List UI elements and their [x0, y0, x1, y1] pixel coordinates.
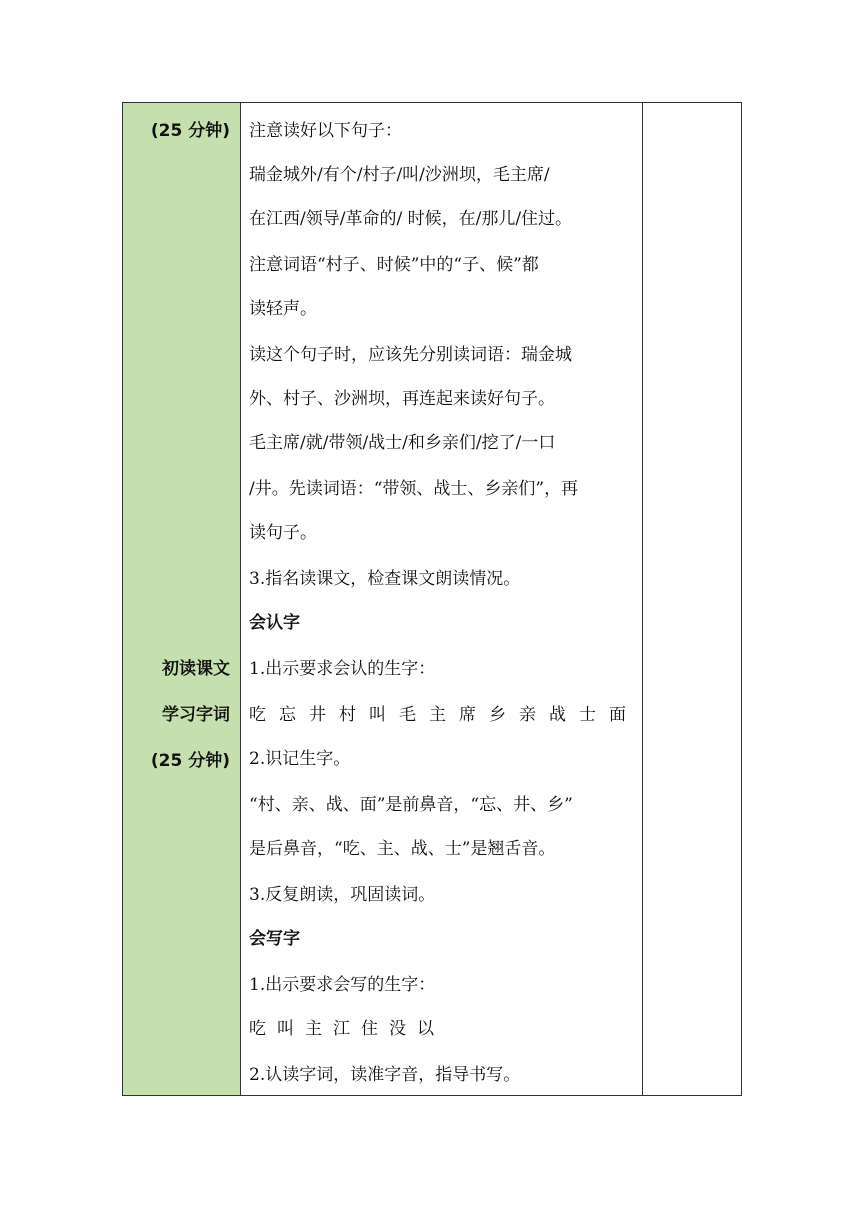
content-line: 读句子。 [249, 523, 317, 543]
content-line: 1.出示要求会写的生字： [249, 975, 436, 995]
section-heading-write: 会写字 [249, 929, 300, 949]
section-title-line-2: 学习字词 [162, 705, 230, 725]
content-line: 读这个句子时，应该先分别读词语：瑞金城 [249, 345, 572, 365]
content-line: 外、村子、沙洲坝，再连起来读好句子。 [249, 389, 555, 409]
time-label-top: (25 分钟) [150, 121, 230, 141]
notes-column [643, 103, 741, 1095]
content-line: 3.反复朗读，巩固读词。 [249, 885, 436, 905]
content-line: 读轻声。 [249, 299, 317, 319]
content-line: 2.识记生字。 [249, 749, 351, 769]
content-line: 毛主席/就/带领/战士/和乡亲们/挖了/一口 [249, 433, 556, 453]
content-line: 3.指名读课文，检查课文朗读情况。 [249, 569, 521, 589]
write-characters-list: 吃叫主江住没以 [249, 1019, 445, 1039]
content-column [241, 103, 643, 1095]
lesson-plan-table [122, 102, 742, 1096]
content-line: 注意读好以下句子： [249, 121, 402, 141]
section-time-label: (25 分钟) [150, 751, 230, 771]
section-title-line-1: 初读课文 [162, 659, 230, 679]
content-line: 1.出示要求会认的生字： [249, 659, 436, 679]
section-heading-recognize: 会认字 [249, 613, 300, 633]
stage-column [123, 103, 241, 1095]
content-line: 在江西/领导/革命的/ 时候，在/那儿/住过。 [249, 209, 573, 229]
recognize-characters-list: 吃忘井村叫毛主席乡亲战士面 [249, 705, 639, 725]
content-line: 注意词语“村子、时候”中的“子、候”都 [249, 255, 539, 275]
content-line: /井。先读词语：“带领、战士、乡亲们”，再 [249, 479, 579, 499]
content-line: 2.认读字词，读准字音，指导书写。 [249, 1065, 521, 1085]
content-line: 是后鼻音，“吃、主、战、士”是翘舌音。 [249, 839, 556, 859]
content-line: “村、亲、战、面”是前鼻音，“忘、井、乡” [249, 795, 573, 815]
content-line: 瑞金城外/有个/村子/叫/沙洲坝，毛主席/ [249, 165, 550, 185]
